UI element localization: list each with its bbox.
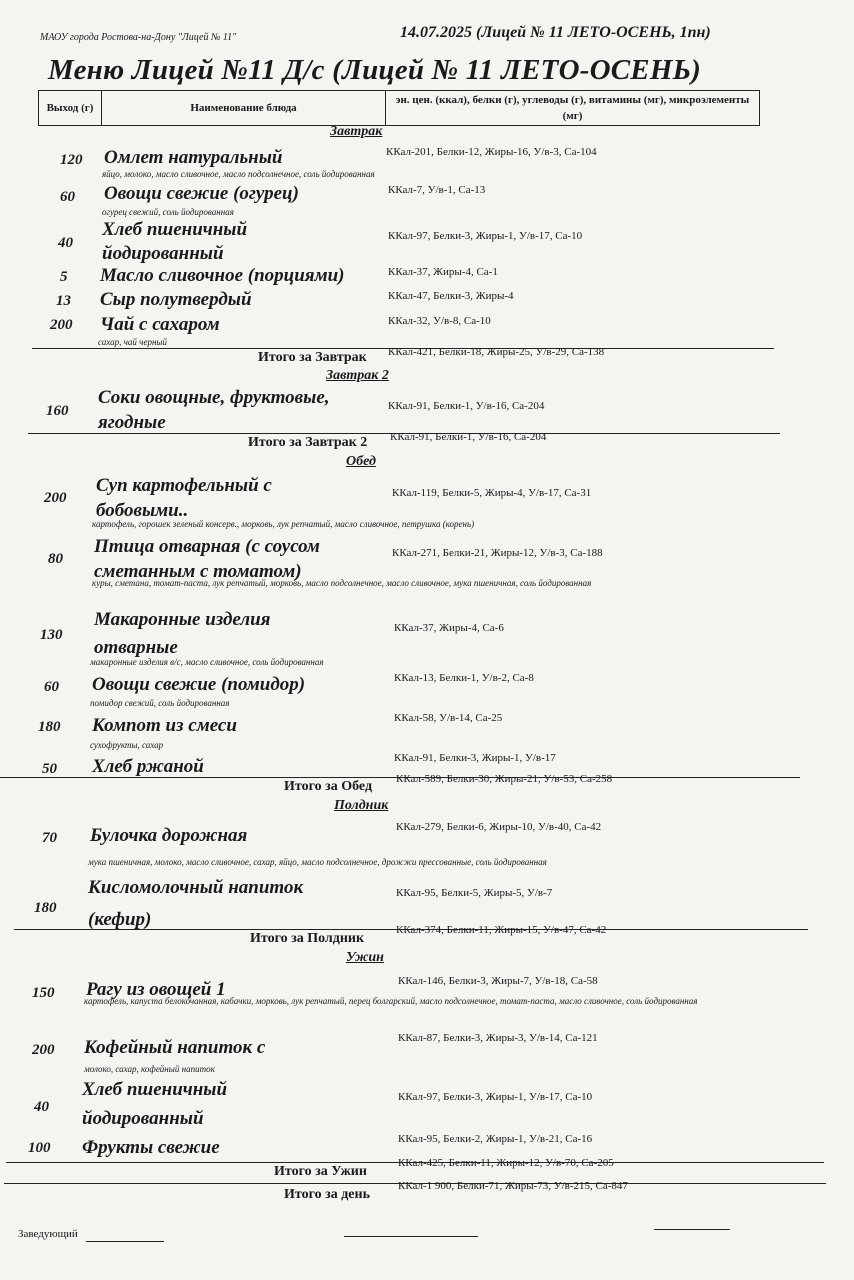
item-name: Масло сливочное (порциями) (100, 265, 345, 286)
item-qty: 160 (46, 403, 69, 419)
section-breakfast-2: Завтрак 2 (326, 368, 389, 383)
item-nutrition: ККал-146, Белки-3, Жиры-7, У/в-18, Са-58 (398, 975, 598, 987)
item-name: Хлеб ржаной (92, 756, 204, 777)
item-ingredients: макаронные изделия в/с, масло сливочное, соль йодированная (90, 657, 324, 667)
item-qty: 200 (32, 1042, 55, 1058)
item-nutrition: ККал-201, Белки-12, Жиры-16, У/в-3, Са-104 (386, 146, 597, 158)
item-nutrition: ККал-58, У/в-14, Са-25 (394, 712, 503, 724)
item-name: йодированный (82, 1108, 204, 1129)
item-ingredients: мука пшеничная, молоко, масло сливочное, сахар, яйцо, масло подсолнечное, дрожжи прессованные, соль йодированная (88, 857, 547, 867)
page-title: Меню Лицей №11 Д/с (Лицей № 11 ЛЕТО-ОСЕНЬ) (48, 54, 702, 86)
item-qty: 5 (60, 269, 68, 285)
item-qty: 13 (56, 293, 71, 309)
item-nutrition: ККал-279, Белки-6, Жиры-10, У/в-40, Са-42 (396, 821, 602, 833)
item-name: Кофейный напиток с (84, 1037, 266, 1058)
total-value: ККал-1 900, Белки-71, Жиры-73, У/в-215, Са-847 (398, 1180, 628, 1192)
item-qty: 180 (38, 719, 61, 735)
item-name: Булочка дорожная (90, 825, 248, 846)
total-label: Итого за Завтрак (258, 350, 367, 365)
item-name: Макаронные изделия (94, 609, 271, 630)
total-value: ККал-91, Белки-1, У/в-16, Са-204 (390, 431, 547, 443)
item-name: Кисломолочный напиток (88, 877, 304, 898)
total-label: Итого за Завтрак 2 (248, 435, 368, 450)
total-label: Итого за Полдник (250, 931, 365, 946)
item-qty: 100 (28, 1140, 51, 1156)
item-qty: 200 (50, 317, 73, 333)
item-name: Компот из смеси (92, 715, 237, 736)
item-name: йодированный (102, 243, 224, 264)
total-value: ККал-589, Белки-30, Жиры-21, У/в-53, Са-258 (396, 773, 613, 785)
org-name: МАОУ города Ростова-на-Дону "Лицей № 11" (40, 32, 237, 43)
column-output: Выход (г) (39, 91, 102, 125)
item-name: Омлет натуральный (104, 147, 283, 168)
item-name: Чай с сахаром (100, 314, 220, 335)
total-value: ККал-374, Белки-11, Жиры-15, У/в-47, Са-42 (396, 924, 607, 936)
item-qty: 60 (60, 189, 75, 205)
item-name: Рагу из овощей 1 (86, 979, 226, 1000)
item-nutrition: ККал-95, Белки-5, Жиры-5, У/в-7 (396, 887, 553, 899)
column-nutrition: эн. цен. (ккал), белки (г), углеводы (г), витамины (мг), микроэлементы (мг) (395, 94, 750, 122)
signature-line (344, 1236, 478, 1237)
item-nutrition: ККал-91, Белки-1, У/в-16, Са-204 (388, 400, 545, 412)
section-lunch: Обед (346, 454, 376, 469)
item-qty: 180 (34, 900, 57, 916)
item-qty: 200 (44, 490, 67, 506)
item-name: ягодные (98, 412, 166, 433)
column-name: Наименование блюда (102, 91, 386, 125)
item-qty: 40 (58, 235, 73, 251)
item-nutrition: ККал-271, Белки-21, Жиры-12, У/в-3, Са-188 (392, 547, 603, 559)
item-nutrition: ККал-95, Белки-2, Жиры-1, У/в-21, Са-16 (398, 1133, 593, 1145)
section-snack: Полдник (334, 798, 389, 813)
item-ingredients: сухофрукты, сахар (90, 740, 164, 750)
item-nutrition: ККал-7, У/в-1, Са-13 (388, 184, 486, 196)
head-label: Заведующий (18, 1228, 78, 1240)
signature-line (86, 1241, 164, 1242)
item-ingredients: картофель, горошек зеленый консерв., морковь, лук репчатый, масло сливочное, петрушка (корень) (92, 519, 475, 529)
item-nutrition: ККал-37, Жиры-4, Са-6 (394, 622, 504, 634)
item-qty: 150 (32, 985, 55, 1001)
item-name: Хлеб пшеничный (82, 1079, 228, 1100)
item-ingredients: сахар, чай черный (98, 337, 168, 347)
item-ingredients: картофель, капуста белокочанная, кабачки, морковь, лук репчатый, перец болгарский, масло подсолнечное, томат-паста, масло сливочное, соль йодированная (84, 996, 698, 1006)
item-qty: 60 (44, 679, 59, 695)
item-nutrition: ККал-97, Белки-3, Жиры-1, У/в-17, Са-10 (398, 1091, 593, 1103)
item-ingredients: яйцо, молоко, масло сливочное, масло подсолнечное, соль йодированная (102, 169, 375, 179)
menu-date: 14.07.2025 (Лицей № 11 ЛЕТО-ОСЕНЬ, 1пн) (400, 24, 711, 41)
item-name: Овощи свежие (помидор) (92, 674, 306, 695)
section-breakfast: Завтрак (330, 124, 383, 139)
total-label: Итого за Ужин (274, 1164, 367, 1179)
item-name: Соки овощные, фруктовые, (98, 387, 330, 408)
item-nutrition: ККал-13, Белки-1, У/в-2, Са-8 (394, 672, 534, 684)
item-name: Сыр полутвердый (100, 289, 252, 310)
item-name: сметанным с томатом) (94, 561, 302, 582)
item-ingredients: огурец свежий, соль йодированная (102, 207, 234, 217)
item-qty: 50 (42, 761, 57, 777)
total-label: Итого за день (284, 1187, 370, 1202)
item-name: Суп картофельный с (96, 475, 272, 496)
item-nutrition: ККал-97, Белки-3, Жиры-1, У/в-17, Са-10 (388, 230, 583, 242)
item-name: отварные (94, 637, 178, 658)
item-qty: 40 (34, 1099, 49, 1115)
item-name: бобовыми.. (96, 500, 189, 521)
item-nutrition: ККал-87, Белки-3, Жиры-3, У/в-14, Са-121 (398, 1032, 598, 1044)
table-header (38, 90, 760, 126)
total-value: ККал-421, Белки-18, Жиры-25, У/в-29, Са-138 (388, 346, 605, 358)
item-nutrition: ККал-32, У/в-8, Са-10 (388, 315, 491, 327)
item-name: Хлеб пшеничный (102, 219, 248, 240)
item-ingredients: помидор свежий, соль йодированная (90, 698, 230, 708)
item-qty: 80 (48, 551, 63, 567)
item-qty: 120 (60, 152, 83, 168)
item-name: (кефир) (88, 909, 152, 930)
item-name: Птица отварная (с соусом (94, 536, 320, 557)
item-ingredients: куры, сметана, томат-паста, лук репчатый, морковь, масло подсолнечное, масло сливочное, мука пшеничная, соль йодированная (92, 578, 592, 588)
section-dinner: Ужин (346, 950, 384, 965)
item-nutrition: ККал-119, Белки-5, Жиры-4, У/в-17, Са-31 (392, 487, 592, 499)
item-qty: 70 (42, 830, 57, 846)
item-nutrition: ККал-47, Белки-3, Жиры-4 (388, 290, 514, 302)
total-label: Итого за Обед (284, 779, 373, 794)
item-qty: 130 (40, 627, 63, 643)
total-value: ККал-425, Белки-11, Жиры-12, У/в-70, Са-205 (398, 1157, 614, 1169)
item-name: Овощи свежие (огурец) (104, 183, 299, 204)
signature-line (654, 1229, 730, 1230)
item-nutrition: ККал-37, Жиры-4, Са-1 (388, 266, 498, 278)
item-name: Фрукты свежие (82, 1137, 220, 1158)
item-nutrition: ККал-91, Белки-3, Жиры-1, У/в-17 (394, 752, 556, 764)
item-ingredients: молоко, сахар, кофейный напиток (84, 1064, 215, 1074)
